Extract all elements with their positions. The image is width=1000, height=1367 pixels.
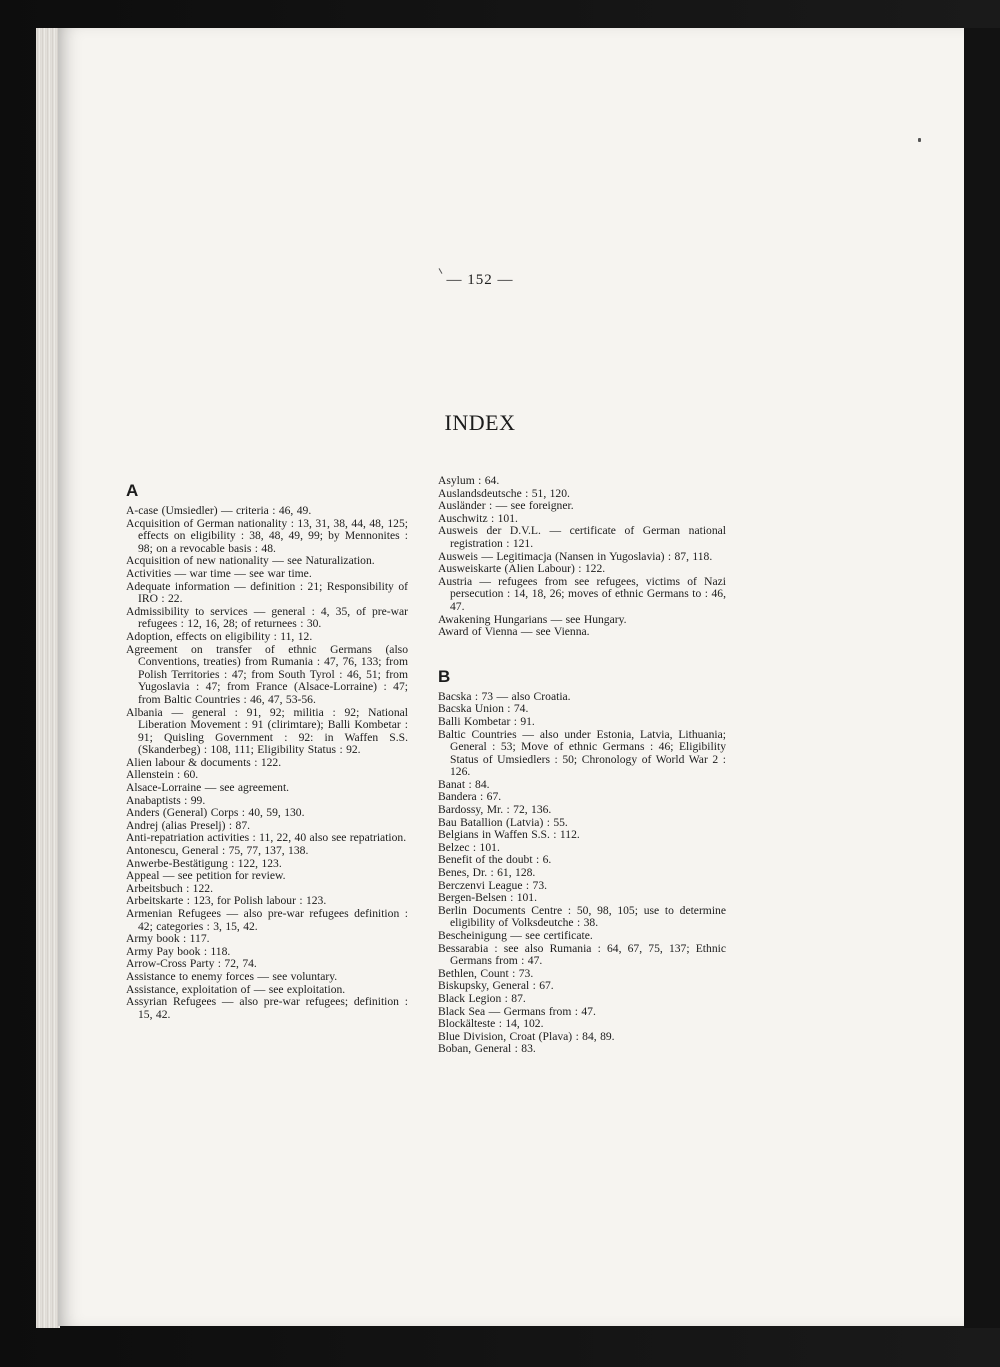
index-entry: Bethlen, Count : 73. <box>438 966 534 980</box>
index-entry: Alsace-Lorraine — see agreement. <box>126 781 290 795</box>
index-entry: Black Legion : 87. <box>438 991 526 1005</box>
index-entry: Balli Kombetar : 91. <box>438 714 535 728</box>
index-entry: Armenian Refugees — also pre-war refugees definition : 42; categories : 3, 15, 42. <box>126 907 408 933</box>
index-entry: Auslandsdeutsche : 51, 120. <box>438 486 570 500</box>
index-entry: Austria — refugees from see refugees, victims of Nazi persecution : 14, 18, 26; moves of ethnic Germans to : 46, 47. <box>438 574 726 613</box>
index-entry: Asylum : 64. <box>438 474 500 487</box>
index-entry: Arbeitsbuch : 122. <box>126 881 213 895</box>
index-entry: Agreement on transfer of ethnic Germans (also Conventions, treaties) from Rumania : 47, 76, 133; from Polish Territories : 47; from South Tyrol : 46, 51; from Yugoslavia : 47; from France (Alsace-Lorraine) : 47; from Baltic Countries : 46, 47, 53-56. <box>126 642 408 706</box>
index-entry: Bessarabia : see also Rumania : 64, 67, 75, 137; Ethnic Germans from : 47. <box>438 941 726 968</box>
entry-list <box>126 505 408 1021</box>
index-entry: Admissibility to services — general : 4, 35, of pre-war refugees : 12, 16, 28; of returnees : 30. <box>126 604 408 631</box>
index-entry: Blockälteste : 14, 102. <box>438 1017 544 1031</box>
index-entry: Bardossy, Mr. : 72, 136. <box>438 803 552 817</box>
index-column-right <box>438 475 726 1056</box>
index-entry: Appeal — see petition for review. <box>126 869 286 883</box>
index-entry: Assyrian Refugees — also pre-war refugees; definition : 15, 42. <box>126 995 408 1021</box>
ink-speck <box>918 138 921 142</box>
index-entry: Arrow-Cross Party : 72, 74. <box>126 957 257 971</box>
index-entry: Army book : 117. <box>126 932 210 946</box>
index-entry: Assistance, exploitation of — see exploitation. <box>126 982 346 996</box>
index-entry: Anders (General) Corps : 40, 59, 130. <box>126 806 305 820</box>
index-entry: Berczenvi League : 73. <box>438 878 548 892</box>
page-stack-edge <box>36 28 60 1328</box>
index-entry: Anwerbe-Bestätigung : 122, 123. <box>126 856 282 870</box>
index-entry: Bandera : 67. <box>438 790 502 804</box>
index-entry: Antonescu, General : 75, 77, 137, 138. <box>126 844 309 858</box>
index-entry: Belzec : 101. <box>438 840 500 854</box>
index-entry: A-case (Umsiedler) — criteria : 46, 49. <box>126 504 312 517</box>
index-column-left <box>126 475 408 1021</box>
scan-margin <box>964 28 1000 1328</box>
section-gap <box>438 639 726 661</box>
index-entry: Bescheinigung — see certificate. <box>438 929 593 942</box>
index-entry: Boban, General : 83. <box>438 1042 536 1056</box>
index-entry: Awakening Hungarians — see Hungary. <box>438 612 627 626</box>
index-entry: Baltic Countries — also under Estonia, Latvia, Lithuania; General : 53; Move of ethnic Germans : 46; Eligibility Status of Umsiedlers : 50; Chronology of World War 2 : 126. <box>438 727 726 779</box>
index-entry: Blue Division, Croat (Plava) : 84, 89. <box>438 1029 615 1043</box>
page-title: INDEX <box>444 410 516 435</box>
index-entry: Acquisition of new nationality — see Naturalization. <box>126 554 375 568</box>
index-entry: Albania — general : 91, 92; militia : 92; National Liberation Movement : 91 (clirimtare); Balli Kombetar : 91; Quisling Government : 92: in Waffen S.S. (Skanderbeg) : 108, 111; Eligibility Status : 92. <box>126 705 408 757</box>
index-entry: Assistance to enemy forces — see voluntary. <box>126 969 338 983</box>
index-entry: Bergen-Belsen : 101. <box>438 891 537 905</box>
index-entry: Allenstein : 60. <box>126 768 199 782</box>
index-entry: Activities — war time — see war time. <box>126 566 312 580</box>
index-entry: Ausweis der D.V.L. — certificate of German national registration : 121. <box>438 524 726 550</box>
index-entry: Anabaptists : 99. <box>126 793 206 807</box>
index-entry: Ausweis — Legitimacja (Nansen in Yugoslavia) : 87, 118. <box>438 549 713 563</box>
index-entry: Anti-repatriation activities : 11, 22, 40 also see repatriation. <box>126 831 407 845</box>
index-entry: Award of Vienna — see Vienna. <box>438 625 590 639</box>
index-entry: Andrej (alias Preselj) : 87. <box>126 818 251 832</box>
index-entry: Benes, Dr. : 61, 128. <box>438 866 536 880</box>
index-entry: Ausweiskarte (Alien Labour) : 122. <box>438 562 606 576</box>
index-entry: Arbeitskarte : 123, for Polish labour : 123. <box>126 894 327 908</box>
index-entry: Bacska Union : 74. <box>438 702 529 716</box>
section-letter-a: A <box>126 481 139 500</box>
section-letter-b: B <box>438 666 451 686</box>
index-entry: Ausländer : — see foreigner. <box>438 499 574 513</box>
index-entry: Berlin Documents Centre : 50, 98, 105; use to determine eligibility of Volksdeutche : 38. <box>438 903 726 930</box>
index-entry: Adequate information — definition : 21; Responsibility of IRO : 22. <box>126 579 408 606</box>
index-entry: Belgians in Waffen S.S. : 112. <box>438 828 580 842</box>
index-entry: Banat : 84. <box>438 777 490 791</box>
index-entry: Army Pay book : 118. <box>126 944 231 958</box>
index-entry: Biskupsky, General : 67. <box>438 979 554 993</box>
index-entry: Adoption, effects on eligibility : 11, 12. <box>126 629 313 643</box>
index-entry: Bacska : 73 — also Croatia. <box>438 689 571 703</box>
index-entry: Auschwitz : 101. <box>438 511 518 525</box>
index-entry: Benefit of the doubt : 6. <box>438 853 552 867</box>
index-entry: Alien labour & documents : 122. <box>126 755 282 769</box>
index-entry: Acquisition of German nationality : 13, 31, 38, 44, 48, 125; effects on eligibility : 38, 48, 49, 99; by Mennonites : 98; on a revocable basis : 48. <box>126 516 408 555</box>
page-number: — 152 — <box>446 272 514 288</box>
index-entry: Black Sea — Germans from : 47. <box>438 1004 596 1018</box>
index-entry: Bau Batallion (Latvia) : 55. <box>438 815 568 829</box>
